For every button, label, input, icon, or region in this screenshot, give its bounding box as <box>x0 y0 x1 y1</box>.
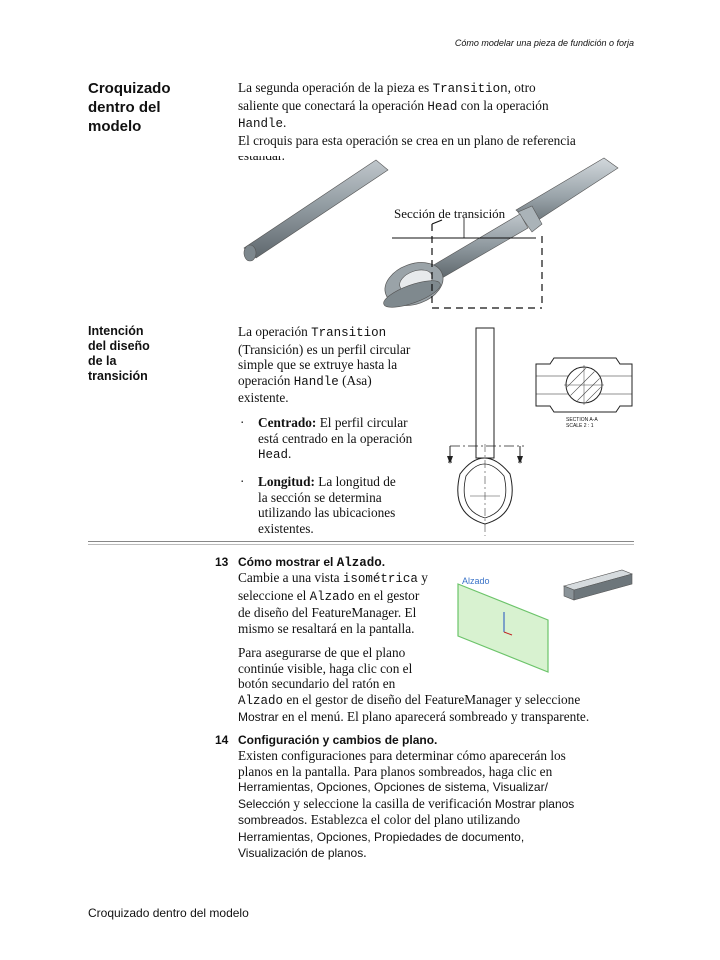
section-heading-croquizado: Croquizado dentro del modelo <box>88 80 171 135</box>
step-number-13: 13 <box>215 555 229 569</box>
text-line: existente. <box>238 390 289 405</box>
text-line: operación Handle (Asa) <box>238 372 372 389</box>
text-line: Cambie a una vista isométrica y <box>238 570 428 586</box>
text-line <box>238 829 658 846</box>
code-term: isométrica <box>342 572 418 586</box>
text-line: mismo se resaltará en la pantalla. <box>238 620 415 636</box>
step-number-14: 14 <box>215 733 229 747</box>
section2-paragraph <box>238 324 438 406</box>
code-term: Transition <box>311 326 387 340</box>
bullet-longitud: · Longitud: La longitud de la sección se determina utilizando las ubicaciones existentes. <box>240 474 396 536</box>
text-line: de diseño del FeatureManager. El <box>238 605 417 620</box>
text-line: Existen configuraciones para determinar cómo aparecerán los <box>238 748 566 763</box>
transition-section-label: Sección de transición <box>394 206 506 221</box>
menu-command: Mostrar <box>238 710 279 724</box>
code-term: Transition <box>432 82 508 96</box>
menu-command: Herramientas, Opciones, Opciones de sistema, Visualizar/ <box>238 780 548 794</box>
code-term: Head <box>427 99 458 114</box>
step14-paragraph <box>238 748 658 862</box>
code-term: Head <box>258 448 289 462</box>
alzado-plane-label: Alzado <box>462 576 490 586</box>
code-term: Handle <box>293 374 339 389</box>
text-line: La operación Transition <box>238 324 387 340</box>
menu-command: sombreados <box>238 813 305 827</box>
text-line: Alzado en el gestor de diseño del FeatureManager y seleccione <box>238 691 581 708</box>
step13-paragraph1 <box>238 570 458 636</box>
menu-command: Cómo mostrar el <box>238 555 337 569</box>
arrow-label-right: A <box>518 459 523 465</box>
text-line: La segunda operación de la pieza es Transition, otro <box>238 80 536 96</box>
text-line: saliente que conectará la operación Head con la operación <box>238 97 549 114</box>
transition-figure <box>236 148 620 320</box>
text-line: seleccione el Alzado en el gestor <box>238 587 420 604</box>
section-heading-intencion: Intención del diseño de la transición <box>88 324 150 383</box>
code-term: Alzado <box>238 693 284 708</box>
menu-command: Selección <box>238 796 291 811</box>
section-divider <box>88 541 634 542</box>
bullet-centrado: · Centrado: El perfil circular está centrado en la operación Head. <box>240 415 413 462</box>
section-scale-label: SECTION A-A SCALE 2 : 1 <box>566 417 598 429</box>
wrench-part <box>379 158 618 313</box>
text-line: (Transición) es un perfil circular <box>238 341 411 357</box>
text-line <box>238 779 658 796</box>
rod-part <box>244 160 388 261</box>
text-line: continúe visible, haga clic con el <box>238 660 413 676</box>
text-line: Mostrar en el menú. El plano aparecerá sombreado y transparente. <box>238 709 590 724</box>
running-header: Cómo modelar una pieza de fundición o forja <box>454 38 634 48</box>
section-divider-2 <box>88 544 634 545</box>
text-line: Handle. <box>238 115 287 131</box>
text-line: planos en la pantalla. Para planos sombreados, haga clic en <box>238 763 553 779</box>
page-footer: Croquizado dentro del modelo <box>88 906 249 920</box>
step14-title: Configuración y cambios de plano. <box>238 733 438 747</box>
bar-part <box>564 570 632 600</box>
step13-title <box>238 555 385 570</box>
code-term: Handle <box>238 117 284 131</box>
menu-command: Herramientas, Opciones, Propiedades de documento, <box>238 829 525 844</box>
menu-command: Mostrar planos <box>494 796 575 811</box>
text-line: sombreados. Establezca el color del plano utilizando <box>238 812 521 827</box>
arrow-label-left: A <box>448 459 453 465</box>
code-term: Alzado <box>336 556 382 570</box>
text-line: simple que se extruye hasta la <box>238 357 398 372</box>
menu-command: Visualización de planos <box>238 846 364 860</box>
text-line: Selección y seleccione la casilla de verificación Mostrar planos <box>238 795 575 811</box>
text-line: Para asegurarse de que el plano <box>238 645 406 660</box>
text-line: El croquis para esta operación se crea en un plano de referencia <box>238 132 576 148</box>
code-term: Alzado <box>309 589 355 604</box>
text-line: botón secundario del ratón en <box>238 676 396 691</box>
menu-command: . <box>381 555 386 569</box>
transition-section-drawing <box>440 324 640 540</box>
text-line: Visualización de planos. <box>238 845 367 860</box>
